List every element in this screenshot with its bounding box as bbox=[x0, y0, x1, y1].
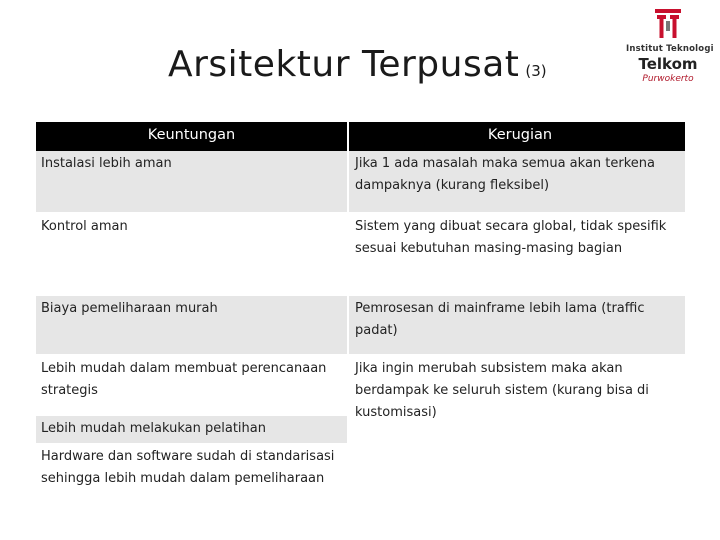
header-keuntungan: Keuntungan bbox=[36, 122, 347, 151]
logo-institution-text: Institut Teknologi bbox=[626, 44, 714, 54]
kerugian-cell: Jika 1 ada masalah maka semua akan terkena dampaknya (kurang fleksibel) bbox=[349, 151, 685, 212]
kerugian-cell: Jika ingin merubah subsistem maka akan berdampak ke seluruh sistem (kurang bisa di kustomisasi) bbox=[355, 361, 649, 420]
header-kerugian: Kerugian bbox=[349, 122, 685, 151]
logo-location-text: Purwokerto bbox=[642, 74, 694, 84]
keuntungan-cell: Lebih mudah melakukan pelatihan bbox=[36, 416, 347, 443]
telkom-logo bbox=[626, 8, 714, 94]
keuntungan-cell: Kontrol aman bbox=[41, 219, 128, 234]
slide-title bbox=[168, 44, 547, 85]
keuntungan-cell: Instalasi lebih aman bbox=[36, 151, 347, 212]
logo-brand-text: Telkom bbox=[638, 55, 698, 73]
keuntungan-cell: Biaya pemeliharaan murah bbox=[36, 296, 347, 354]
keuntungan-cell: Lebih mudah dalam membuat perencanaan strategis bbox=[41, 361, 327, 398]
title-text: Arsitektur Terpusat bbox=[168, 44, 520, 85]
kerugian-cell: Sistem yang dibuat secara global, tidak spesifik sesuai kebutuhan masing-masing bagian bbox=[355, 219, 667, 256]
title-suffix: (3) bbox=[525, 62, 547, 80]
telkom-logo-icon bbox=[654, 8, 682, 40]
keuntungan-cell: Hardware dan software sudah di standarisasi sehingga lebih mudah dalam pemeliharaan bbox=[41, 449, 335, 486]
kerugian-cell: Pemrosesan di mainframe lebih lama (traffic padat) bbox=[349, 296, 685, 354]
